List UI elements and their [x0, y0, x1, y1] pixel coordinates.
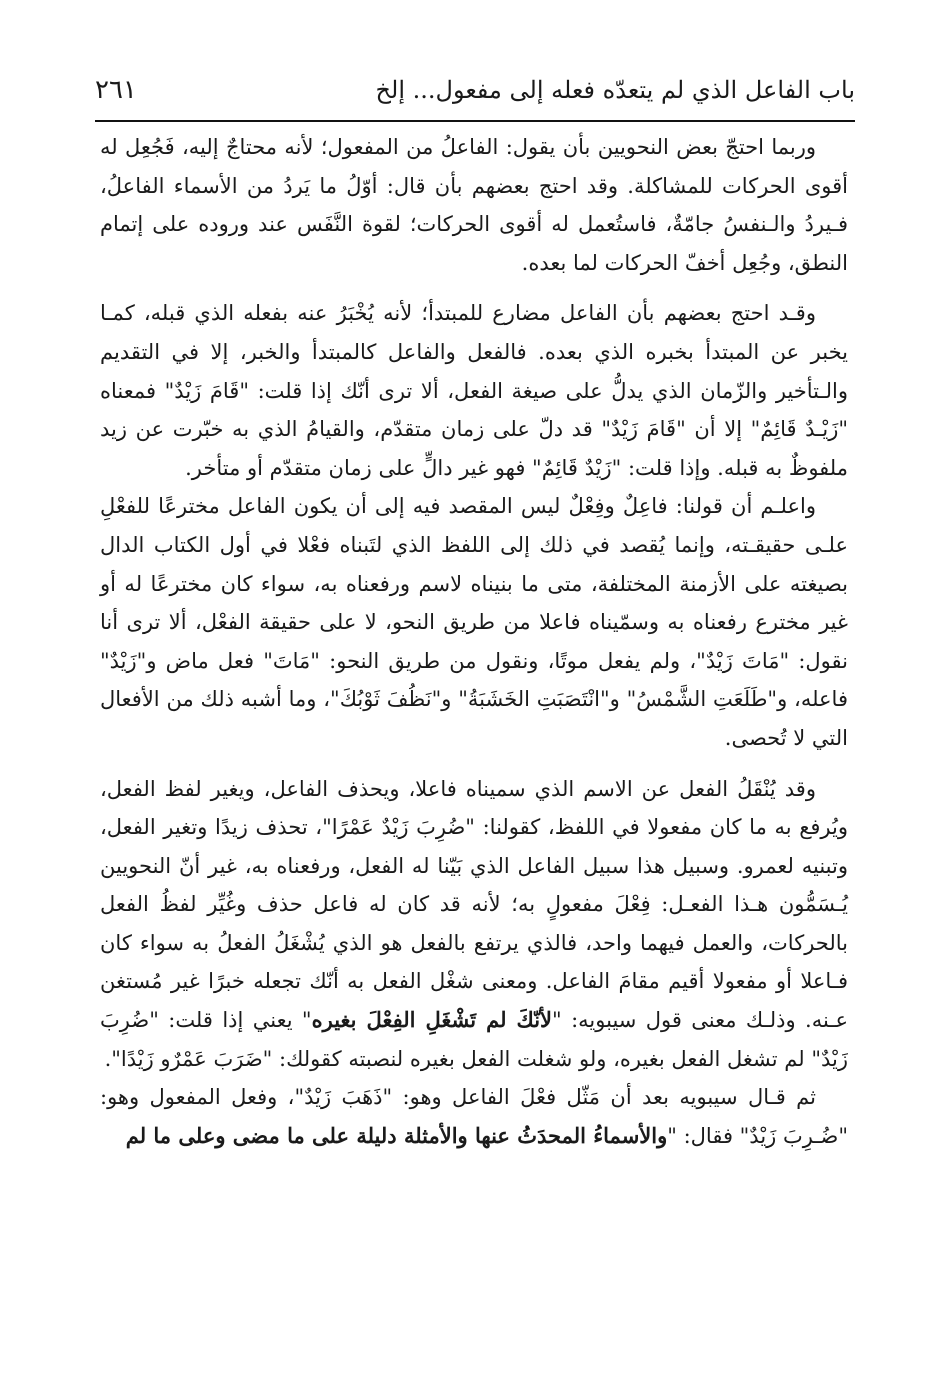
running-title: باب الفاعل الذي لم يتعدّه فعله إلى مفعول... إلخ	[375, 76, 855, 104]
body-text	[100, 128, 848, 1155]
sibawayh-quote: لأنّكَ لم تَشْغَلِ الفِعْلَ بغيره	[311, 1007, 553, 1033]
paragraph-1: وربما احتجّ بعض النحويين بأن يقول: الفاعلُ من المفعول؛ لأنه محتاجٌ إليه، فَجُعِل له أقوى الحركات للمشاكلة. وقد احتج بعضهم بأن قال: أوّلُ ما يَردُ من الأسماء الفاعلُ، فـيردُ والـنفسُ جامّةٌ، فاستُعمل له أقوى الحركات؛ لقوة النَّفَس عند وروده على إتمام النطق، وجُعِل أخفّ الحركات لما بعده.	[100, 135, 848, 275]
paragraph-2: وقـد احتج بعضهم بأن الفاعل مضارع للمبتدأ؛ لأنه يُخْبَرُ عنه بفعله الذي قبله، كمـا يخبر عن المبتدأ بخبره الذي بعده. فالفعل والفاعل كالمبتدأ والخبر، إلا في التقديم والـتأخير والزّمان الذي يدلُّ على صيغة الفعل، ألا ترى أنّك إذا قلت: "قَامَ زَيْدٌ" فمعناه "زَيْـدٌ قَائِمٌ" إلا أن "قَامَ زَيْدٌ" قد دلّ على زمان متقدّم، والقيامُ الذي به خبّرت عن زيد ملفوظٌ به قبله. وإذا قلت: "زَيْدٌ قَائِمٌ" فهو غير دالٍّ على زمان متقدّم أو متأخر.	[100, 301, 848, 480]
running-header	[95, 70, 855, 110]
header-rule	[95, 120, 855, 122]
paragraph-4-continuation: " يعني إذا قلت: "ضُرِبَ زَيْدٌ" لم تشغل الفعل بغيره، ولو شغلت الفعل بغيره لنصبته كقولك: "ضَرَبَ عَمْرٌو زَيْدًا".	[100, 1008, 848, 1071]
paragraph-4	[100, 770, 848, 1079]
paragraph-5-text: ثم قـال سيبويه بعد أن مَثّل فعْلَ الفاعل وهو: "ذَهَبَ زَيْدٌ"، وفعل المفعول وهو: "ضُـرِبَ زَيْدٌ" فقال: "	[100, 1085, 848, 1148]
paragraph-4-text: وقد يُنْقَلُ الفعل عن الاسم الذي سميناه فاعلا، ويحذف الفاعل، ويغير لفظ الفعل، ويُرفع به ما كان مفعولا في اللفظ، كقولنا: "ضُرِبَ زَيْدٌ عَمْرًا"، تحذف زيدًا وتغير الفعل، وتبنيه لعمرو. وسبيل هذا سبيل الفاعل الذي بَيّنا له الفعل، ورفعناه به، غير أنّ النحويين يُـسَمُّون هـذا الفعـل: فِعْلَ مفعولٍ به؛ لأنه قد كان له فاعل حذف وغُيِّر لفظُ الفعل بالحركات، والعمل فيهما واحد، فالذي يرتفع بالفعل هو الذي يُشْغَلُ الفعلُ به سواء كان فـاعلا أو مفعولا أقيم مقامَ الفاعل. ومعنى شغْل الفعل به أنّك تجعله خبرًا غير مُستغن عـنه. وذلـك معنى قول سيبويه: "	[100, 776, 849, 1033]
page-number: ٢٦١	[95, 75, 137, 105]
paragraph-3: واعلـم أن قولنا: فاعِلٌ وفِعْلٌ ليس المقصد فيه إلى أن يكون الفاعل مخترعًا للفعْلِ علـى حقيقـته، وإنما يُقصد في ذلك إلى اللفظ الذي لتَبناه فعْلا في أول الكتاب الدال بصيغته على الأزمنة المختلفة، متى ما بنيناه لاسم ورفعناه به، سواء كان مخترعًا له أو غير مخترع رفعناه به وسمّيناه فاعلا من طريق النحو، لا على حقيقة الفعْل، ألا ترى أنا نقول: "مَاتَ زَيْدٌ"، ولم يفعل موتًا، ونقول من طريق النحو: "مَاتَ" فعل ماض و"زَيْدٌ" فاعله، و"طَلَعَتِ الشَّمْسُ" و"انْتَصَبَتِ الخَشَبَةُ" و"نَظُفَ ثَوْبُكَ"، وما أشبه ذلك من الأفعال التي لا تُحصى.	[100, 494, 848, 750]
sibawayh-quote-2: والأسماءُ المحدَثُ عنها والأمثلة دليلة على ما مضى وعلى ما لم	[125, 1122, 668, 1148]
paragraph-5	[100, 1078, 848, 1155]
